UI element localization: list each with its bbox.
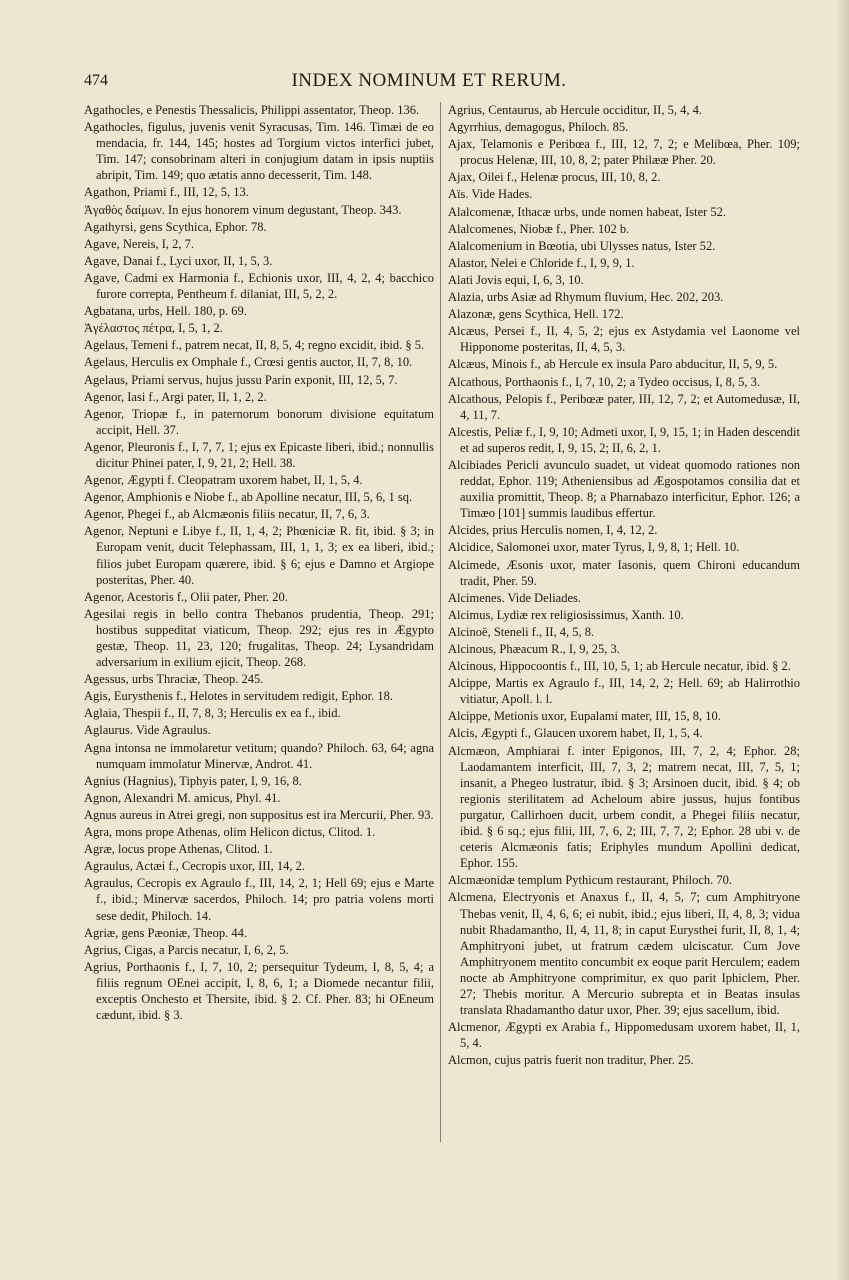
index-entry: Alazonæ, gens Scythica, Hell. 172. <box>448 307 624 322</box>
index-entry: Alastor, Nelei e Chloride f., I, 9, 9, 1. <box>448 255 635 270</box>
index-entry: Agrius, Centaurus, ab Hercule occiditur, II, 5, 4, 4. <box>448 103 702 117</box>
index-entry: Agelaus, Herculis ex Omphale f., Crœsi gentis auctor, II, 7, 8, 10. <box>84 355 413 370</box>
index-entry: Alalcomenes, Niobæ f., Pher. 102 b. <box>448 221 630 236</box>
index-entry: Alcathous, Pelopis f., Peribœæ pater, III, 12, 7, 2; et Automedusæ, II, 4, 11, 7. <box>448 391 800 422</box>
index-entry: Agave, Nereis, I, 2, 7. <box>84 236 195 251</box>
index-entry: Alalcomenæ, Ithacæ urbs, unde nomen habeat, Ister 52. <box>448 204 727 219</box>
index-entry: Alcippe, Metionis uxor, Eupalami mater, III, 15, 8, 10. <box>448 709 721 724</box>
index-entry: Alcæus, Persei f., II, 4, 5, 2; ejus ex Astydamia vel Laonome vel Hipponome posteritas, II, 4, 5, 3. <box>448 324 800 355</box>
index-entry: Alcimenes. Vide Deliades. <box>448 590 582 605</box>
index-entry: Agyrrhius, demagogus, Philoch. 85. <box>448 120 629 135</box>
index-entry: Alati Jovis equi, I, 6, 3, 10. <box>448 272 584 287</box>
index-entry: Agathon, Priami f., III, 12, 5, 13. <box>84 185 249 200</box>
right-index-column <box>448 102 800 1069</box>
index-entry: Agenor, Amphionis e Niobe f., ab Apolline necatur, III, 5, 6, 1 sq. <box>84 490 413 505</box>
index-entry: Agenor, Neptuni e Libye f., II, 1, 4, 2; Phœniciæ R. fit, ibid. § 3; in Europam venit, ducit Telephassam, III, 1, 1, 3; ex ea liberi, ibid.; filios jubet Europam quærere, ibid. § 6; ejus e Damno et Argiope posteritas, Pher. 40. <box>84 524 434 587</box>
index-entry: Agathyrsi, gens Scythica, Ephor. 78. <box>84 219 267 234</box>
index-entry: Alcathous, Porthaonis f., I, 7, 10, 2; a Tydeo occisus, I, 8, 5, 3. <box>448 374 761 389</box>
index-entry: Alcmena, Electryonis et Anaxus f., II, 4, 5, 7; cum Amphitryone Thebas venit, II, 4, 6, 6; ei nubit, ibid.; ejus liberi, II, 4, 8, 3; vidua nubit Rhadamantho, II, 4, 11, 8; in caput Eurysthei furit, II, 8, 1, 4; Amphitryoni jubet, ut fratrum cædem ulciscatur. Cum Jove Amphitryonem mentito concumbit ex eoque parit Herculem; eadem nocte ab Amphitryone comprimitur, ex quo parit Iphiclem, Pher. 27; Thebis moritur. A Mercurio subrepta et in Beatas insulas translata Rhadamantho datur uxor, Pher. 39; ejus sacellum, ibid. <box>448 890 800 1018</box>
left-index-column <box>84 102 434 1024</box>
index-entry: Ajax, Oilei f., Helenæ procus, III, 10, 8, 2. <box>448 170 661 185</box>
index-entry: Agelaus, Priami servus, hujus jussu Parin exponit, III, 12, 5, 7. <box>84 372 398 387</box>
index-entry: Agathocles, figulus, juvenis venit Syracusas, Tim. 146. Timæi de eo mendacia, fr. 144, 145; hostes ad Torgium victos interfici jubet, Tim. 147; consobrinam alteri in conjugium datam in ipsis nuptiis abripit, Tim. 149; quo ætatis anno decesserit, Tim. 148. <box>84 120 434 183</box>
index-entry: Agenor, Iasi f., Argi pater, II, 1, 2, 2. <box>84 389 267 404</box>
index-entry: Alalcomenium in Bœotia, ubi Ulysses natus, Ister 52. <box>448 238 716 253</box>
index-entry: Agraulus, Cecropis ex Agraulo f., III, 14, 2, 1; Hell 69; ejus e Marte f., ibid.; Minervæ sacerdos, Philoch. 14; pro patria volens morti sese dedit, Philoch. 14. <box>84 876 434 923</box>
index-entry: Agessus, urbs Thraciæ, Theop. 245. <box>84 672 264 687</box>
index-entry: Agenor, Pleuronis f., I, 7, 7, 1; ejus ex Epicaste liberi, ibid.; nonnullis dicitur Phinei pater, I, 9, 21, 2; Hell. 38. <box>84 439 434 470</box>
index-entry: Alcinoë, Steneli f., II, 4, 5, 8. <box>448 624 595 639</box>
index-entry: Alcmenor, Ægypti ex Arabia f., Hippomedusam uxorem habet, II, 1, 5, 4. <box>448 1020 800 1051</box>
index-entry: Alcimede, Æsonis uxor, mater Iasonis, quem Chironi educandum tradit, Pher. 59. <box>448 557 800 588</box>
index-entry: Ἀγαθὸς δαίμων. In ejus honorem vinum degustant, Theop. 343. <box>84 202 402 217</box>
index-entry: Aïs. Vide Hades. <box>448 187 533 202</box>
index-entry: Alcippe, Martis ex Agraulo f., III, 14, 2, 2; Hell. 69; ab Halirrothio vitiatur, Apoll. l. l. <box>448 676 800 707</box>
running-title: INDEX NOMINUM ET RERUM. <box>291 70 567 91</box>
index-entry: Alcides, prius Herculis nomen, I, 4, 12, 2. <box>448 523 658 538</box>
index-entry: Alcmæon, Amphiarai f. inter Epigonos, III, 7, 2, 4; Ephor. 28; Laodamantem interficit, III, 7, 3, 2; matrem necat, III, 7, 5, 1; insanit, a Phegeo lustratur, ibid. § 3; Arsinoen ducit, ibid. § 4; ob regionis sterilitatem ad Acheloum abire jussus, hujus fontibus purgatur, Callirhoen ducit, urbem condit, a Phegei filiis necatur, ibid. § 6 sq.; ejus filii, III, 7, 6, 2; III, 7, 7, 2; Ephor. 28 ubi v. de ceteris Alcmæonis fatis; Eriphyles mundum Apollini dedicat, Ephor. 155. <box>448 743 800 871</box>
index-entry: Ajax, Telamonis e Peribœa f., III, 12, 7, 2; e Melibœa, Pher. 109; procus Helenæ, III, 10, 8, 2; pater Philææ Pher. 20. <box>448 137 800 168</box>
index-entry: Aglaia, Thespii f., II, 7, 8, 3; Herculis ex ea f., ibid. <box>84 706 341 721</box>
index-entry: Alazia, urbs Asiæ ad Rhymum fluvium, Hec. 202, 203. <box>448 290 724 305</box>
page-edge-shadow <box>835 0 849 1280</box>
index-entry: Ἀγέλαστος πέτρα, I, 5, 1, 2. <box>84 321 223 336</box>
index-entry: Agra, mons prope Athenas, olim Helicon dictus, Clitod. 1. <box>84 825 376 840</box>
index-entry: Agrius, Cigas, a Parcis necatur, I, 6, 2, 5. <box>84 942 289 957</box>
index-entry: Alcimus, Lydiæ rex religiosissimus, Xanth. 10. <box>448 607 684 622</box>
index-entry: Agenor, Triopæ f., in paternorum bonorum divisione equitatum accipit, Hell. 37. <box>84 406 434 437</box>
index-entry: Agnius (Hagnius), Tiphyis pater, I, 9, 16, 8. <box>84 773 302 788</box>
index-entry: Agesilai regis in bello contra Thebanos prudentia, Theop. 291; hostibus suppeditat viaticum, Theop. 292; ejus res in Ægypto gestæ, Theop. 11, 23, 120; frugalitas, Theop. 24; Lysandridam adversarium in exilium ejicit, Theop. 268. <box>84 606 434 670</box>
index-entry: Alcidice, Salomonei uxor, mater Tyrus, I, 9, 8, 1; Hell. 10. <box>448 540 740 555</box>
index-entry: Agnon, Alexandri M. amicus, Phyl. 41. <box>84 790 281 805</box>
index-entry: Agræ, locus prope Athenas, Clitod. 1. <box>84 842 273 857</box>
index-entry: Agelaus, Temeni f., patrem necat, II, 8, 5, 4; regno excidit, ibid. § 5. <box>84 338 425 353</box>
column-divider <box>440 102 441 1142</box>
index-entry: Alcmæonidæ templum Pythicum restaurant, Philoch. 70. <box>448 873 733 888</box>
index-entry: Aglaurus. Vide Agraulus. <box>84 723 211 738</box>
index-entry: Agbatana, urbs, Hell. 180, p. 69. <box>84 304 247 319</box>
index-entry: Agrius, Porthaonis f., I, 7, 10, 2; persequitur Tydeum, I, 8, 5, 4; a filiis regnum OEnei accipit, I, 8, 6, 1; a Diomede necantur filii, exceptis Onchesto et Thersite, ibid. § 2. Cf. Pher. 83; hi OEneum cædunt, ibid. § 3. <box>84 959 434 1023</box>
index-entry: Agriæ, gens Pæoniæ, Theop. 44. <box>84 925 247 940</box>
index-entry: Agnus aureus in Atrei gregi, non suppositus est ira Mercurii, Pher. 93. <box>84 807 434 822</box>
index-entry: Agenor, Acestoris f., Olii pater, Pher. 20. <box>84 589 288 604</box>
page-header <box>84 70 774 96</box>
index-entry: Agave, Cadmi ex Harmonia f., Echionis uxor, III, 4, 2, 4; bacchico furore correpta, Pentheum f. dilaniat, III, 5, 2, 2. <box>84 270 434 302</box>
index-entry: Alcibiades Pericli avunculo suadet, ut videat quomodo rationes non reddat, Ephor. 119; Atheniensibus ad Ægospotamos consilia dat et auxilia promittit, Theop. 8; a Pharnabazo interficitur, Ephor. 126; a Timæo [101] summis laudibus effertur. <box>448 457 800 521</box>
index-entry: Agis, Eurysthenis f., Helotes in servitudem redigit, Ephor. 18. <box>84 689 393 704</box>
index-entry: Agenor, Ægypti f. Cleopatram uxorem habet, II, 1, 5, 4. <box>84 473 363 488</box>
index-entry: Agenor, Phegei f., ab Alcmæonis filiis necatur, II, 7, 6, 3. <box>84 507 370 522</box>
index-entry: Alcinous, Phæacum R., I, 9, 25, 3. <box>448 642 620 656</box>
index-entry: Agave, Danai f., Lyci uxor, II, 1, 5, 3. <box>84 253 273 268</box>
index-entry: Agna intonsa ne immolaretur vetitum; quando? Philoch. 63, 64; agna numquam immolatur Minervæ, Androt. 41. <box>84 740 434 771</box>
page-number: 474 <box>84 72 108 89</box>
index-entry: Alcestis, Peliæ f., I, 9, 10; Admeti uxor, I, 9, 15, 1; in Haden descendit et ad superos redit, I, 9, 15, 2; II, 6, 2, 1. <box>448 424 800 455</box>
index-entry: Alcæus, Minois f., ab Hercule ex insula Paro abducitur, II, 5, 9, 5. <box>448 357 778 372</box>
index-entry: Alcinous, Hippocoontis f., III, 10, 5, 1; ab Hercule necatur, ibid. § 2. <box>448 659 791 674</box>
index-entry: Alcmon, cujus patris fuerit non traditur, Pher. 25. <box>448 1053 694 1068</box>
index-entry: Alcis, Ægypti f., Glaucen uxorem habet, II, 1, 5, 4. <box>448 726 703 741</box>
index-entry: Agraulus, Actæi f., Cecropis uxor, III, 14, 2. <box>84 859 305 874</box>
index-entry: Agathocles, e Penestis Thessalicis, Philippi assentator, Theop. 136. <box>84 103 420 117</box>
